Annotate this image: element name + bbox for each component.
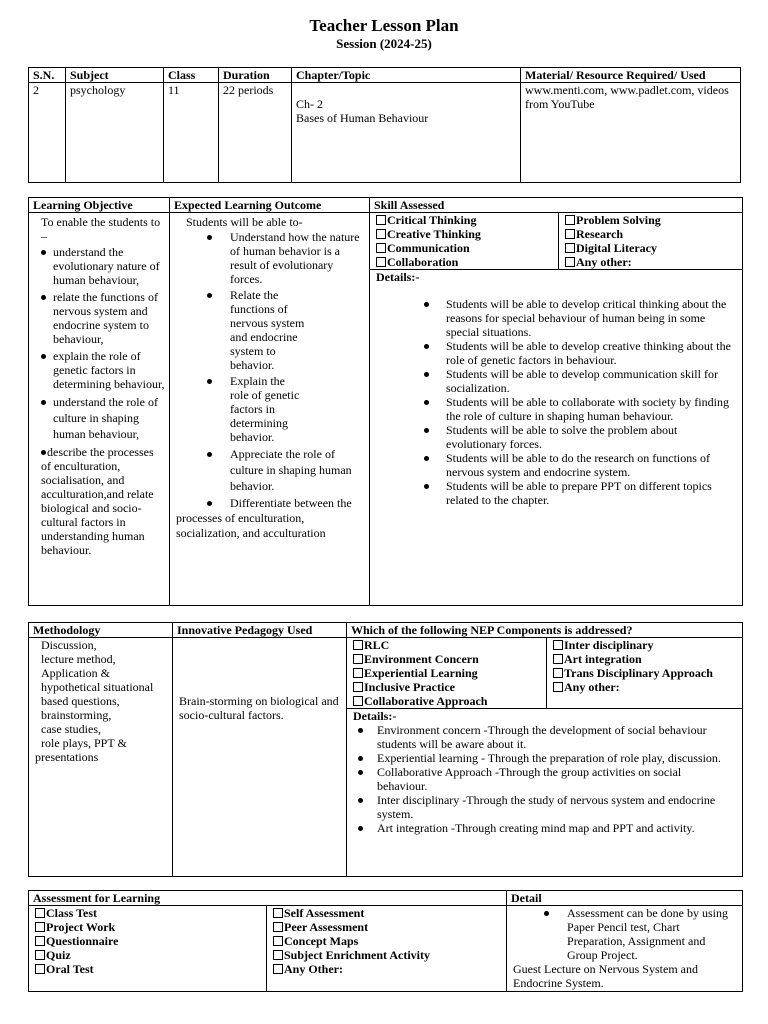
checkbox-icon[interactable] — [553, 682, 563, 692]
assessment-detail-cell — [507, 906, 743, 992]
skill-problem-solving[interactable]: Problem Solving — [565, 213, 740, 227]
list-item: Appreciate the role of culture in shaping human behavior. — [176, 446, 361, 494]
session-subtitle: Session (2024-25) — [336, 36, 432, 51]
checkbox-icon[interactable] — [273, 936, 283, 946]
methodology-line: role plays, PPT & — [41, 736, 127, 750]
objectives-table — [28, 197, 743, 606]
skill-details-cell — [370, 270, 743, 606]
skill-any-other[interactable]: Any other: — [565, 255, 740, 269]
assessment-col1-cell — [29, 906, 267, 992]
assessment-subject-enrichment[interactable]: Subject Enrichment Activity — [273, 948, 504, 962]
lesson-info-table — [28, 67, 741, 183]
nep-details-label: Details:- — [353, 709, 397, 723]
skill-critical-thinking[interactable]: Critical Thinking — [376, 213, 556, 227]
checkbox-icon[interactable] — [353, 668, 363, 678]
list-item: Explain the role of genetic factors in determining behavior. — [176, 374, 361, 444]
header-class: Class — [164, 68, 219, 83]
checkbox-icon[interactable] — [35, 964, 45, 974]
cell-duration: 22 periods — [219, 83, 292, 183]
checkbox-icon[interactable] — [353, 640, 363, 650]
list-item: Collaborative Approach -Through the group activities on social behaviour. — [353, 765, 734, 793]
skills-left-cell — [370, 213, 559, 270]
methodology-line: lecture method, — [41, 652, 116, 666]
skill-details-label: Details:- — [376, 270, 420, 284]
cell-subject: psychology — [66, 83, 164, 183]
list-item: Inter disciplinary -Through the study of nervous system and endocrine system. — [353, 793, 734, 821]
assessment-quiz[interactable]: Quiz — [35, 948, 264, 962]
checkbox-icon[interactable] — [353, 696, 363, 706]
nep-environment-concern[interactable]: Environment Concern — [353, 652, 544, 666]
assessment-detail-list — [513, 906, 736, 962]
assessment-detail-extra: Guest Lecture on Nervous System and Endocrine System. — [513, 962, 698, 990]
list-item: Students will be able to solve the problem about evolutionary forces. — [376, 423, 734, 451]
header-skill-assessed: Skill Assessed — [370, 198, 743, 213]
nep-rlc[interactable]: RLC — [353, 638, 544, 652]
checkbox-icon[interactable] — [553, 668, 563, 678]
assessment-project-work[interactable]: Project Work — [35, 920, 264, 934]
list-item: relate the functions of nervous system and endocrine system to behaviour, — [35, 290, 165, 346]
methodology-line: Discussion, — [41, 638, 97, 652]
checkbox-icon[interactable] — [273, 964, 283, 974]
assessment-peer[interactable]: Peer Assessment — [273, 920, 504, 934]
list-item: Students will be able to collaborate with society by finding the role of culture in shaping human behaviour. — [376, 395, 734, 423]
list-item: Relate the functions of nervous system and endocrine system to behavior. — [176, 288, 361, 372]
nep-inter-disciplinary[interactable]: Inter disciplinary — [553, 638, 740, 652]
list-item: Students will be able to do the research on functions of nervous system and endocrine system. — [376, 451, 734, 479]
checkbox-icon[interactable] — [35, 922, 45, 932]
outcomes-list — [176, 230, 361, 541]
skill-details-list — [376, 297, 734, 507]
header-material: Material/ Resource Required/ Used — [521, 68, 741, 83]
methodology-line: based questions, — [41, 694, 120, 708]
methodology-table — [28, 622, 743, 877]
nep-left-cell — [347, 638, 547, 709]
list-item: Students will be able to develop critical thinking about the reasons for special behaviour of human being in some special situations. — [376, 297, 734, 339]
list-item: understand the role of culture in shaping human behaviour, — [35, 394, 165, 442]
cell-material: www.menti.com, www.padlet.com, videos from YouTube — [521, 83, 741, 183]
checkbox-icon[interactable] — [273, 922, 283, 932]
methodology-line: presentations — [35, 750, 99, 764]
skill-research[interactable]: Research — [565, 227, 740, 241]
chapter-number: Ch- 2 — [296, 97, 323, 111]
objective-intro: To enable the students to – — [41, 215, 161, 243]
methodology-line: case studies, — [41, 722, 101, 736]
assessment-any-other[interactable]: Any Other: — [273, 962, 504, 976]
header-assessment: Assessment for Learning — [29, 891, 507, 906]
header-methodology: Methodology — [29, 623, 173, 638]
checkbox-icon[interactable] — [376, 215, 386, 225]
learning-objectives-cell — [29, 213, 170, 606]
nep-any-other[interactable]: Any other: — [553, 680, 740, 694]
header-subject: Subject — [66, 68, 164, 83]
assessment-col2-cell — [267, 906, 507, 992]
pedagogy-text: Brain-storming on biological and socio-cultural factors. — [179, 694, 339, 722]
skill-creative-thinking[interactable]: Creative Thinking — [376, 227, 556, 241]
header-innovative-pedagogy: Innovative Pedagogy Used — [173, 623, 347, 638]
nep-art-integration[interactable]: Art integration — [553, 652, 740, 666]
header-chapter: Chapter/Topic — [292, 68, 521, 83]
list-item: Students will be able to develop creative thinking about the role of genetic factors in behaviour. — [376, 339, 734, 367]
nep-right-cell — [547, 638, 743, 709]
skill-collaboration[interactable]: Collaboration — [376, 255, 556, 269]
list-item: Environment concern -Through the development of social behaviour students will be aware about it. — [353, 723, 734, 751]
checkbox-icon[interactable] — [35, 908, 45, 918]
nep-inclusive-practice[interactable]: Inclusive Practice — [353, 680, 544, 694]
methodology-line: brainstorming, — [41, 708, 112, 722]
list-item: Differentiate between the processes of enculturation, socialization, and acculturation — [176, 496, 352, 540]
checkbox-icon[interactable] — [376, 243, 386, 253]
list-item: explain the role of genetic factors in determining behaviour, — [35, 349, 165, 391]
assessment-self[interactable]: Self Assessment — [273, 906, 504, 920]
header-nep-components: Which of the following NEP Components is addressed? — [347, 623, 743, 638]
checkbox-icon[interactable] — [35, 950, 45, 960]
list-item: Art integration -Through creating mind map and PPT and activity. — [353, 821, 734, 835]
checkbox-icon[interactable] — [376, 229, 386, 239]
skill-digital-literacy[interactable]: Digital Literacy — [565, 241, 740, 255]
methodology-line: hypothetical situational — [41, 680, 154, 694]
cell-sn: 2 — [29, 83, 66, 183]
skills-right-cell — [559, 213, 743, 270]
checkbox-icon[interactable] — [376, 257, 386, 267]
checkbox-icon[interactable] — [565, 215, 575, 225]
header-detail: Detail — [507, 891, 743, 906]
checkbox-icon[interactable] — [353, 682, 363, 692]
expected-outcomes-cell — [170, 213, 370, 606]
list-item: describe the processes of enculturation, socialisation, and acculturation,and relate biological and socio-cultural factors in understanding human behaviour. — [41, 445, 154, 557]
skill-communication[interactable]: Communication — [376, 241, 556, 255]
methodology-line: Application & — [41, 666, 110, 680]
checkbox-icon[interactable] — [273, 908, 283, 918]
checkbox-icon[interactable] — [273, 950, 283, 960]
page-title: Teacher Lesson Plan — [309, 16, 459, 35]
list-item: Assessment can be done by using Paper Pencil test, Chart Preparation, Assignment and Group Project. — [513, 906, 736, 962]
assessment-table — [28, 890, 743, 992]
methodology-cell — [29, 638, 173, 877]
cell-class: 11 — [164, 83, 219, 183]
list-item: Understand how the nature of human behavior is a result of evolutionary forces. — [176, 230, 361, 286]
checkbox-icon[interactable] — [565, 229, 575, 239]
pedagogy-cell — [173, 638, 347, 877]
nep-experiential-learning[interactable]: Experiential Learning — [353, 666, 544, 680]
header-expected-outcome: Expected Learning Outcome — [170, 198, 370, 213]
assessment-class-test[interactable]: Class Test — [35, 906, 264, 920]
outcome-intro: Students will be able to- — [186, 215, 303, 229]
cell-chapter — [292, 83, 521, 183]
checkbox-icon[interactable] — [565, 257, 575, 267]
list-item: understand the evolutionary nature of human behaviour, — [35, 245, 165, 287]
checkbox-icon[interactable] — [553, 654, 563, 664]
nep-collaborative-approach[interactable]: Collaborative Approach — [353, 694, 544, 708]
header-sn: S.N. — [29, 68, 66, 83]
checkbox-icon[interactable] — [353, 654, 363, 664]
checkbox-icon[interactable] — [565, 243, 575, 253]
checkbox-icon[interactable] — [553, 640, 563, 650]
chapter-topic: Bases of Human Behaviour — [296, 111, 429, 125]
list-item: Students will be able to prepare PPT on different topics related to the chapter. — [376, 479, 734, 507]
nep-details-list — [353, 723, 734, 835]
assessment-oral-test[interactable]: Oral Test — [35, 962, 264, 976]
header-duration: Duration — [219, 68, 292, 83]
list-item: Experiential learning - Through the preparation of role play, discussion. — [353, 751, 734, 765]
assessment-questionnaire[interactable]: Questionnaire — [35, 934, 264, 948]
checkbox-icon[interactable] — [35, 936, 45, 946]
assessment-concept-maps[interactable]: Concept Maps — [273, 934, 504, 948]
list-item: Students will be able to develop communication skill for socialization. — [376, 367, 734, 395]
header-learning-objective: Learning Objective — [29, 198, 170, 213]
nep-details-cell — [347, 709, 743, 877]
nep-trans-disciplinary[interactable]: Trans Disciplinary Approach — [553, 666, 740, 680]
